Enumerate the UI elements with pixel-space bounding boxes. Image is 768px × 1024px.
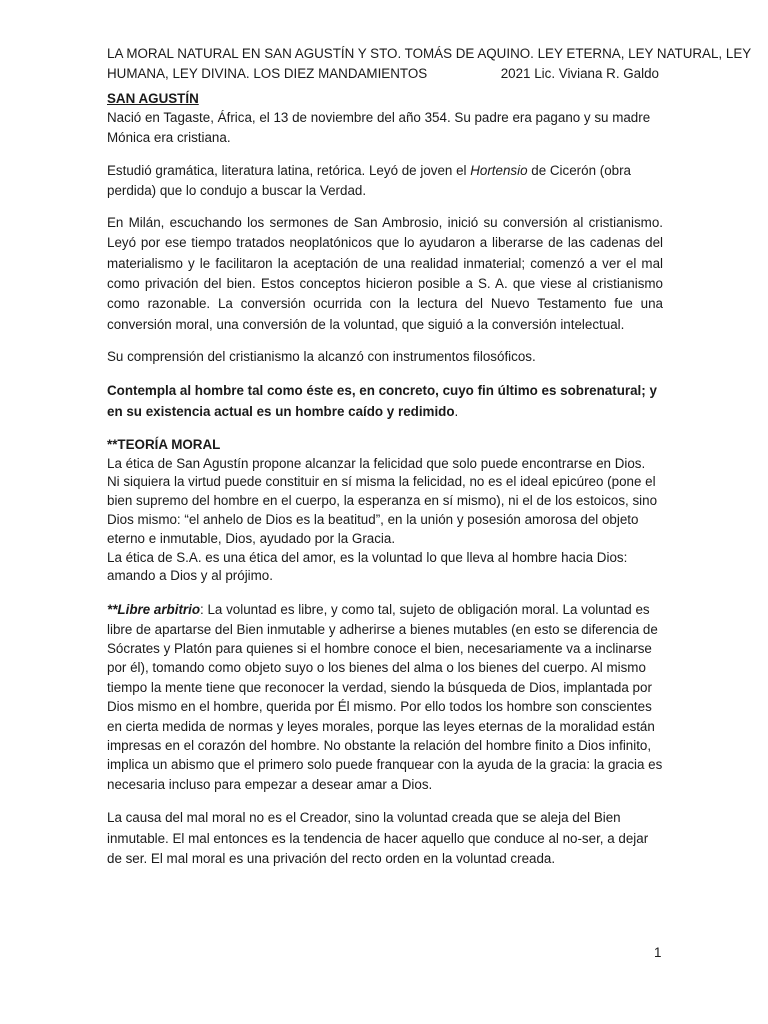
man-bold-text: Contempla al hombre tal como éste es, en concreto, cuyo fin último es sobrenatural; y en su existencia actual es un hombre caído y redimido (107, 383, 657, 419)
free-will-label: **Libre arbitrio (107, 602, 201, 618)
paragraph-moral-evil: La causa del mal moral no es el Creador, sino la voluntad creada que se aleja del Bien inmutable. El mal entonces es la tendencia de hacer aquello que conduce al no-ser, a dejar de ser. El mal moral es una privación del recto orden en la voluntad creada. (107, 810, 649, 866)
free-will-text: : La voluntad es libre, y como tal, sujeto de obligación moral. La voluntad es libre de apartarse del Bien inmutable y adherirse a bienes mutables (en esto se diferencia de Sócrates y Platón para quienes si el hombre conoce el bien, necesariamente va a inclinarse por él), tomando como objeto suyo o los bienes del alma o los bienes del cuerpo. Al mismo tiempo la mente tiene que reconocer la verdad, siendo la búsqueda de Dios, implantada por Dios mismo en el hombre, querida por Él mismo. Por ello todos los hombre son conscientes en cierta medida de normas y leyes morales, porque las leyes eternas de la moralidad están impresas en el corazón del hombre. No obstante la relación del hombre finito a Dios infinito, implica un abismo que el primero solo puede franquear con la ayuda de la gracia: la gracia es necesaria incluso para empezar a desear amar a Dios. (107, 602, 663, 792)
studies-text-before: Estudió gramática, literatura latina, retórica. Leyó de joven el (107, 162, 471, 178)
paragraph-studies (107, 161, 663, 202)
page-content (107, 44, 752, 869)
header-line-2 (107, 64, 663, 84)
moral-theory-line-3: La ética de S.A. es una ética del amor, es la voluntad lo que lleva al hombre hacia Dios: amando a Dios y al prójimo. (107, 549, 628, 584)
man-tail: . (454, 403, 459, 419)
paragraph-birth: Nació en Tagaste, África, el 13 de noviembre del año 354. Su padre era pagano y su madre Mónica era cristiana. (107, 110, 651, 146)
moral-theory-section (107, 436, 663, 586)
section-title: SAN AGUSTÍN (107, 91, 199, 106)
header-line-1: LA MORAL NATURAL EN SAN AGUSTÍN Y STO. TOMÁS DE AQUINO. LEY ETERNA, LEY NATURAL, LEY (107, 46, 752, 61)
paragraph-conversion: En Milán, escuchando los sermones de San Ambrosio, inició su conversión al cristianismo. Leyó por ese tiempo tratados neoplatónicos que lo ayudaron a liberarse de las cadenas del materialismo y le facilitaron la aceptación de una realidad inmaterial; comenzó a ver el mal como privación del bien. Estos conceptos hicieron posible a S. A. que viese al cristianismo como razonable. La conversión ocurrida con la lectura del Nuevo Testamento fue una conversión moral, una conversión de la voluntad, que siguió a la conversión intelectual. (107, 215, 663, 332)
free-will-section (107, 600, 663, 794)
studies-text-after: de Cicerón (obra perdida) que lo condujo a buscar la Verdad. (107, 162, 632, 198)
free-will-paragraph (107, 600, 663, 794)
moral-theory-heading: **TEORÍA MORAL (107, 436, 221, 452)
hortensio-title: Hortensio (470, 162, 528, 178)
paragraph-philosophy: Su comprensión del cristianismo la alcanzó con instrumentos filosóficos. (107, 348, 536, 364)
header-subtitle: HUMANA, LEY DIVINA. LOS DIEZ MANDAMIENTOS (107, 66, 428, 81)
moral-theory-line-1: La ética de San Agustín propone alcanzar la felicidad que solo puede encontrarse en Dios. (107, 455, 646, 471)
page-number: 1 (654, 945, 662, 960)
document-header (107, 44, 752, 84)
paragraph-man (107, 381, 663, 422)
header-author: 2021 Lic. Viviana R. Galdo (500, 66, 659, 81)
moral-theory-line-2: Ni siquiera la virtud puede constituir en sí misma la felicidad, no es el ideal epicúreo (pone el bien supremo del hombre en el cuerpo, la esperanza en sí mismo), ni el de los estoicos, sino Dios mismo: “el anhelo de Dios es la beatitud”, en la unión y posesión amorosa del objeto eterno e inmutable, Dios, ayudado por la Gracia. (107, 474, 658, 546)
